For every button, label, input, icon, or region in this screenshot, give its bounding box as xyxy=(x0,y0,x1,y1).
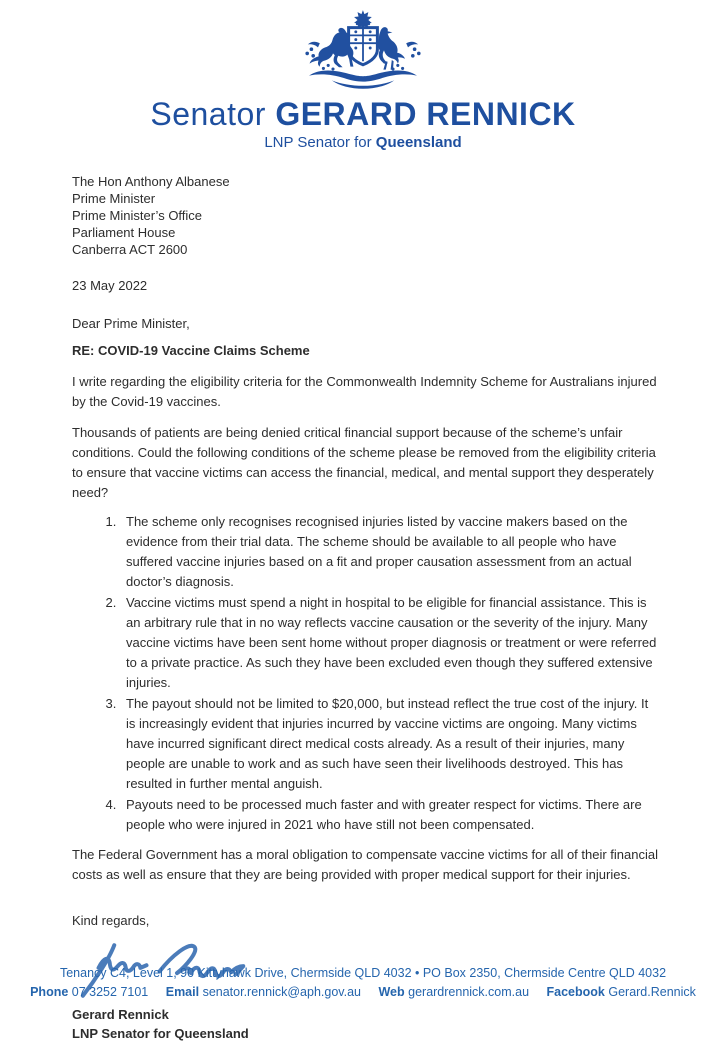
footer-contacts xyxy=(0,983,726,1002)
footer-facebook: Facebook Gerard.Rennick xyxy=(546,985,696,999)
letterhead-title-name: GERARD RENNICK xyxy=(275,96,576,132)
closing-paragraph: The Federal Government has a moral obligation to compensate vaccine victims for all of their financial costs as well as ensure that they are being provided with proper medical support for their injuries. xyxy=(72,847,659,882)
list-item: 3. The payout should not be limited to $20,000, but instead reflect the true cost of the injury. It is increasingly evident that injuries incurred by vaccine victims are ongoing. Many victims have incurred significant direct medical costs already. As a result of their injuries, many people are unable to work and as such have seen their livelihoods destroyed. This has resulted in further mental anguish. xyxy=(120,694,660,794)
recipient-line: Prime Minister’s Office xyxy=(72,208,203,223)
signer-title: LNP Senator for Queensland xyxy=(72,1026,249,1041)
letterhead-title-prefix: Senator xyxy=(150,96,266,132)
letterhead-subtitle xyxy=(0,134,726,151)
letterhead-subtitle-state: Queensland xyxy=(375,134,462,151)
letterhead-subtitle-prefix: LNP Senator for xyxy=(264,134,372,151)
subject-line: RE: COVID-19 Vaccine Claims Scheme xyxy=(72,343,310,358)
letter-body xyxy=(72,173,660,1043)
coat-of-arms-icon xyxy=(297,8,429,94)
letterhead xyxy=(0,0,726,151)
recipient-address xyxy=(72,173,660,258)
footer xyxy=(0,964,726,1002)
letterhead-title xyxy=(0,96,726,133)
signer-block xyxy=(72,1005,660,1043)
conditions-list xyxy=(72,512,660,835)
list-item: 2. Vaccine victims must spend a night in hospital to be eligible for financial assistance. This is an arbitrary rule that in no way reflects vaccine causation or the severity of the injury. Many vaccine victims have been sent home without proper diagnosis or treatment or were referred to a private practice. As such they have been excluded even though they suffered extensive injuries. xyxy=(120,593,660,693)
paragraph: Thousands of patients are being denied critical financial support because of the scheme’s unfair conditions. Could the following conditions of the scheme please be removed from the eligibility criteria to ensure that vaccine victims can access the financial, medical, and mental support they desperately need? xyxy=(72,425,656,500)
recipient-line: The Hon Anthony Albanese xyxy=(72,174,230,189)
recipient-line: Canberra ACT 2600 xyxy=(72,242,188,257)
paragraph: I write regarding the eligibility criteria for the Commonwealth Indemnity Scheme for Australians injured by the Covid-19 vaccines. xyxy=(72,374,657,409)
footer-address: Tenancy C4, Level 1, 90 Kittyhawk Drive, Chermside QLD 4032 • PO Box 2350, Chermside Centre QLD 4032 xyxy=(59,966,667,980)
list-item: 1. The scheme only recognises recognised injuries listed by vaccine makers based on the evidence from their trial data. The scheme should be available to all people who have suffered vaccine injuries based on a fit and proper causation assessment from an actual doctor’s diagnosis. xyxy=(120,512,660,592)
signer-name: Gerard Rennick xyxy=(72,1007,169,1022)
recipient-line: Parliament House xyxy=(72,225,176,240)
list-item: 4. Payouts need to be processed much faster and with greater respect for victims. There are people who were injured in 2021 who have still not been compensated. xyxy=(120,795,660,835)
footer-email: Email senator.rennick@aph.gov.au xyxy=(165,985,361,999)
salutation: Dear Prime Minister, xyxy=(72,316,190,331)
recipient-line: Prime Minister xyxy=(72,191,156,206)
footer-phone: Phone 07 3252 7101 xyxy=(30,985,149,999)
footer-web: Web gerardrennick.com.au xyxy=(378,985,530,999)
letter-date: 23 May 2022 xyxy=(72,278,148,293)
valediction: Kind regards, xyxy=(72,913,150,928)
